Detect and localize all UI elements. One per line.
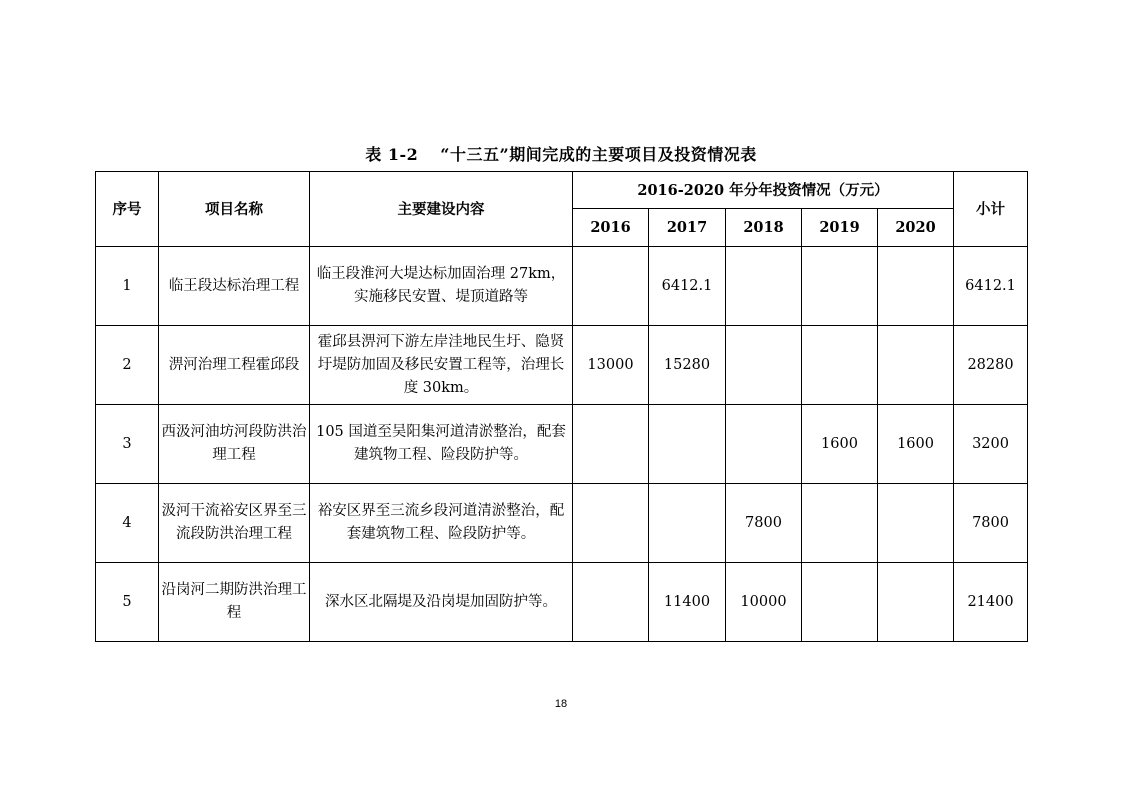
cell-name: 汲河干流裕安区界至三流段防洪治理工程 <box>159 484 310 563</box>
cell-value <box>802 563 878 642</box>
cell-index: 5 <box>96 563 159 642</box>
header-investment-group: 2016-2020 年分年投资情况（万元） <box>573 172 954 209</box>
cell-name: 淠河治理工程霍邱段 <box>159 326 310 405</box>
cell-content: 临王段淮河大堤达标加固治理 27km，实施移民安置、堤顶道路等 <box>310 247 573 326</box>
table-row <box>96 563 1028 642</box>
cell-index: 2 <box>96 326 159 405</box>
cell-name: 西汲河油坊河段防洪治理工程 <box>159 405 310 484</box>
header-year: 2016 <box>573 209 649 247</box>
cell-value <box>878 484 954 563</box>
cell-content: 霍邱县淠河下游左岸洼地民生圩、隐贤圩堤防加固及移民安置工程等，治理长度 30km。 <box>310 326 573 405</box>
cell-value <box>726 326 802 405</box>
table-row <box>96 405 1028 484</box>
cell-value: 6412.1 <box>649 247 726 326</box>
table-row <box>96 247 1028 326</box>
cell-index: 4 <box>96 484 159 563</box>
cell-value <box>878 247 954 326</box>
table-label: 表 1-2 <box>365 145 419 164</box>
cell-index: 1 <box>96 247 159 326</box>
cell-value <box>573 484 649 563</box>
cell-value: 1600 <box>802 405 878 484</box>
investment-table <box>95 171 1028 642</box>
cell-name: 沿岗河二期防洪治理工程 <box>159 563 310 642</box>
header-year: 2020 <box>878 209 954 247</box>
header-name: 项目名称 <box>159 172 310 247</box>
cell-subtotal: 7800 <box>954 484 1028 563</box>
cell-subtotal: 3200 <box>954 405 1028 484</box>
header-year: 2018 <box>726 209 802 247</box>
table-row <box>96 484 1028 563</box>
header-row-1 <box>96 172 1028 209</box>
cell-value <box>726 405 802 484</box>
table-caption <box>0 142 1122 165</box>
header-year: 2019 <box>802 209 878 247</box>
cell-index: 3 <box>96 405 159 484</box>
cell-value: 10000 <box>726 563 802 642</box>
cell-content: 深水区北隔堤及沿岗堤加固防护等。 <box>310 563 573 642</box>
cell-value <box>573 247 649 326</box>
cell-value <box>802 247 878 326</box>
cell-value <box>726 247 802 326</box>
cell-value <box>878 326 954 405</box>
cell-name: 临王段达标治理工程 <box>159 247 310 326</box>
header-content: 主要建设内容 <box>310 172 573 247</box>
cell-value <box>573 563 649 642</box>
cell-value: 11400 <box>649 563 726 642</box>
page-number: 18 <box>554 698 568 710</box>
header-subtotal: 小计 <box>954 172 1028 247</box>
cell-value <box>649 405 726 484</box>
cell-value <box>802 484 878 563</box>
cell-value: 1600 <box>878 405 954 484</box>
cell-value <box>802 326 878 405</box>
cell-subtotal: 6412.1 <box>954 247 1028 326</box>
cell-content: 105 国道至吴阳集河道清淤整治，配套建筑物工程、险段防护等。 <box>310 405 573 484</box>
cell-value <box>649 484 726 563</box>
cell-value: 15280 <box>649 326 726 405</box>
cell-subtotal: 28280 <box>954 326 1028 405</box>
header-year: 2017 <box>649 209 726 247</box>
cell-value: 13000 <box>573 326 649 405</box>
cell-value <box>878 563 954 642</box>
cell-subtotal: 21400 <box>954 563 1028 642</box>
table-title: “十三五”期间完成的主要项目及投资情况表 <box>440 145 757 164</box>
cell-value <box>573 405 649 484</box>
table-row <box>96 326 1028 405</box>
cell-content: 裕安区界至三流乡段河道清淤整治，配套建筑物工程、险段防护等。 <box>310 484 573 563</box>
header-index: 序号 <box>96 172 159 247</box>
cell-value: 7800 <box>726 484 802 563</box>
